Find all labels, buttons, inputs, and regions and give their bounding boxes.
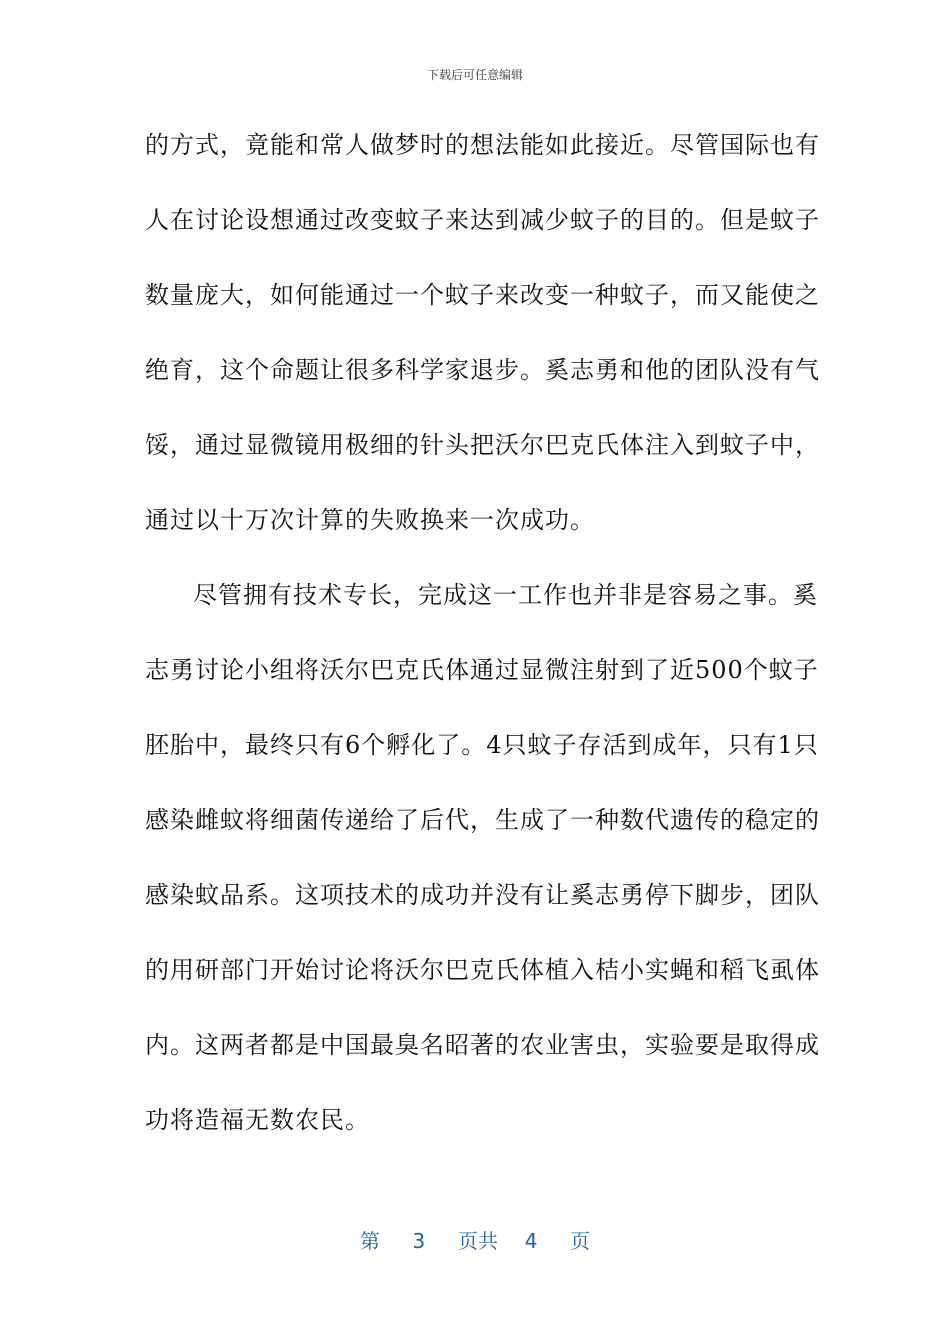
page-footer xyxy=(0,1225,950,1254)
page-current-number: 3 xyxy=(412,1229,426,1253)
page-header: 下载后可任意编辑 xyxy=(426,68,523,82)
page-label-pre: 第 xyxy=(359,1229,380,1253)
text-line-indented: 尽管拥有技术专长，完成这一工作也并非是容易之事。奚 xyxy=(193,581,818,609)
text-line: 数量庞大，如何能通过一个蚊子来改变一种蚊子，而又能使之 xyxy=(145,281,820,309)
page-total-number: 4 xyxy=(524,1229,538,1253)
text-line: 绝育，这个命题让很多科学家退步。奚志勇和他的团队没有气 xyxy=(145,356,820,384)
text-line: 人在讨论设想通过改变蚊子来达到减少蚊子的目的。但是蚊子 xyxy=(145,206,820,234)
text-line: 的用研部门开始讨论将沃尔巴克氏体植入桔小实蝇和稻飞虱体 xyxy=(145,956,820,984)
text-line: 志勇讨论小组将沃尔巴克氏体通过显微注射到了近500个蚊子 xyxy=(145,656,819,684)
text-line: 感染雌蚊将细菌传递给了后代，生成了一种数代遗传的稳定的 xyxy=(145,806,820,834)
text-line: 内。这两者都是中国最臭名昭著的农业害虫，实验要是取得成 xyxy=(145,1031,820,1059)
text-line: 通过以十万次计算的失败换来一次成功。 xyxy=(145,506,595,534)
page-label-mid: 页共 xyxy=(458,1229,498,1253)
page-label-post: 页 xyxy=(570,1229,591,1253)
text-line: 的方式，竟能和常人做梦时的想法能如此接近。尽管国际也有 xyxy=(145,131,820,159)
text-line: 胚胎中，最终只有6个孵化了。4只蚊子存活到成年，只有1只 xyxy=(145,731,819,759)
text-line: 功将造福无数农民。 xyxy=(145,1106,370,1134)
text-line: 馁，通过显微镜用极细的针头把沃尔巴克氏体注入到蚊子中， xyxy=(145,431,820,459)
text-line: 感染蚊品系。这项技术的成功并没有让奚志勇停下脚步，团队 xyxy=(145,881,820,909)
